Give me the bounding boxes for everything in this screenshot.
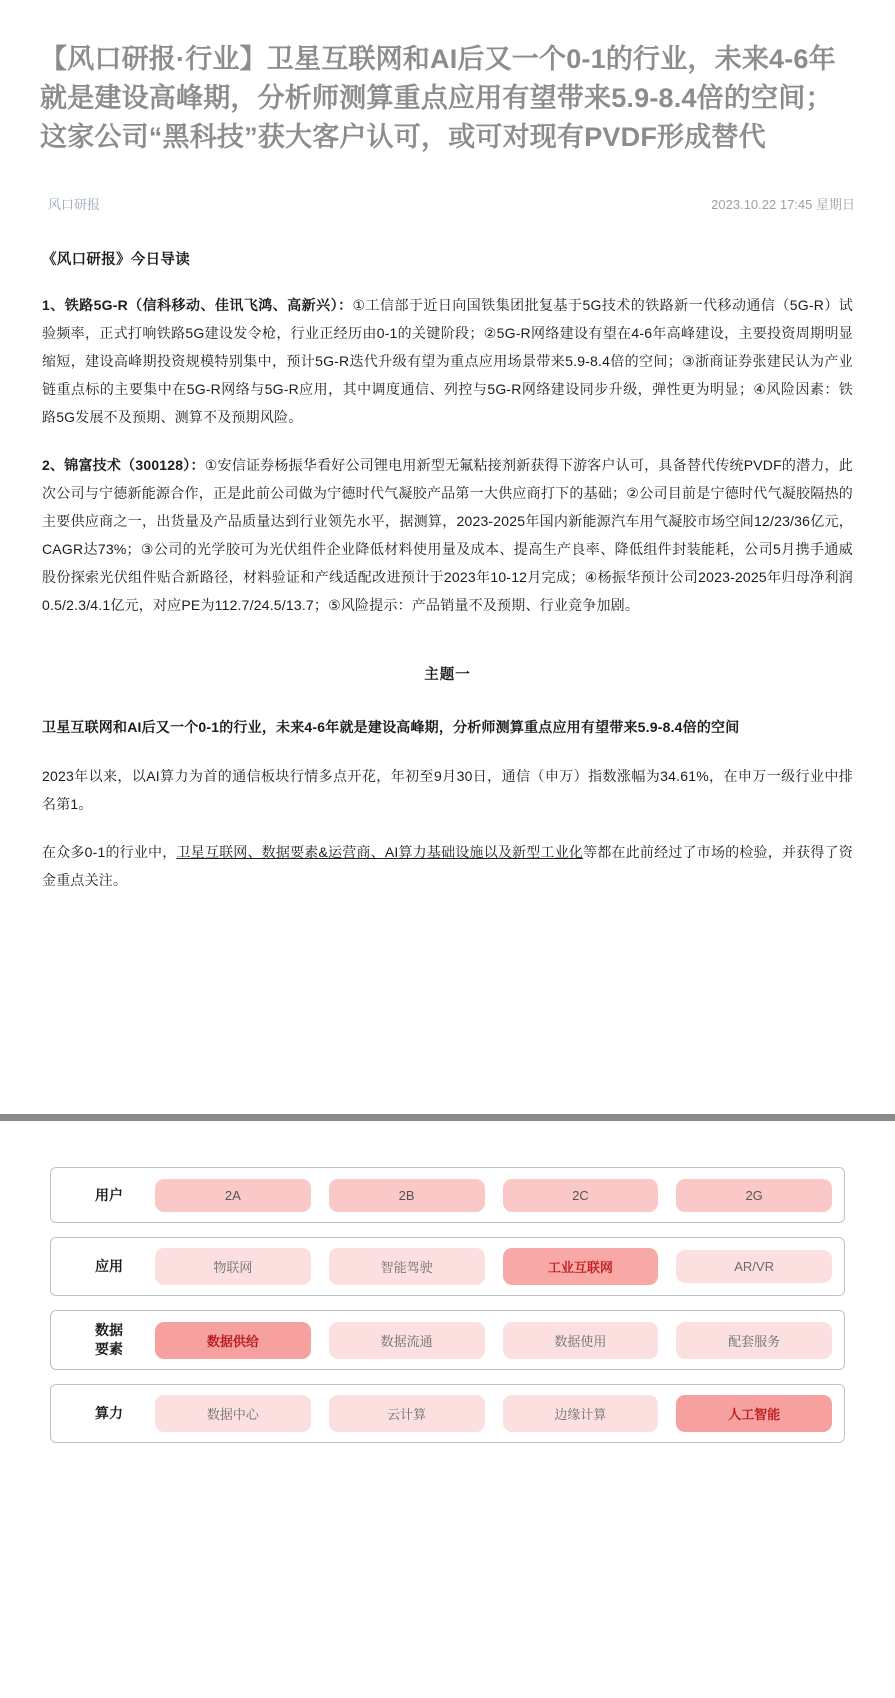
figure-cell: 数据使用	[503, 1322, 659, 1359]
figure-cell: 工业互联网	[503, 1248, 659, 1285]
figure-cell: 数据中心	[155, 1395, 311, 1432]
figure-cell: 数据供给	[155, 1322, 311, 1359]
section-paragraph-2	[42, 838, 853, 894]
paragraph-2-underlined: 卫星互联网、数据要素&运营商、AI算力基础设施以及新型工业化	[176, 844, 584, 861]
figure-cell: 人工智能	[676, 1395, 832, 1432]
page-title: 【风口研报·行业】卫星互联网和AI后又一个0-1的行业，未来4-6年就是建设高峰期，分析师测算重点应用有望带来5.9-8.4倍的空间；这家公司“黑科技”获大客户认可，或可对现有PVDF形成替代	[40, 44, 836, 153]
figure-rows	[50, 1167, 845, 1443]
article-lead: 《风口研报》今日导读	[42, 251, 190, 268]
figure-row-label: 应用	[95, 1258, 123, 1275]
figure-row-cells	[155, 1321, 832, 1359]
section-subheading: 卫星互联网和AI后又一个0-1的行业，未来4-6年就是建设高峰期，分析师测算重点应用有望带来5.9-8.4倍的空间	[42, 718, 740, 735]
figure-row	[50, 1310, 845, 1370]
figure-cell: 物联网	[155, 1248, 311, 1285]
figure-row-label: 算力	[95, 1405, 123, 1421]
article-date: 2023.10.22 17:45 星期日	[711, 197, 855, 213]
figure-row-label: 用户	[95, 1186, 123, 1203]
article-meta	[0, 182, 895, 220]
section-paragraph-1: 2023年以来，以AI算力为首的通信板块行情多点开花，年初至9月30日，通信（申万）指数涨幅为34.61%，在申万一级行业中排名第1。	[42, 768, 853, 813]
article-page	[0, 18, 895, 1698]
industry-stack-figure	[0, 1121, 895, 1422]
section-title: 主题一	[424, 666, 471, 683]
figure-cell: 云计算	[329, 1395, 485, 1432]
figure-row	[50, 1167, 845, 1223]
digest-item-1-body: ①工信部于近日向国铁集团批复基于5G技术的铁路新一代移动通信（5G-R）试验频率，正式打响铁路5G建设发令枪，行业正经历由0-1的关键阶段；②5G-R网络建设有望在4-6年高峰建设，主要投资周期明显缩短，建设高峰期投资规模特别集中，预计5G-R迭代升级有望为重点应用场景带来5.9-8.4倍的空间；③浙商证券张建民认为产业链重点标的主要集中在5G-R网络与5G-R应用，其中调度通信、列控与5G-R网络建设同步升级，弹性更为明显；④风险因素：铁路5G发展不及预期、测算不及预期风险。	[42, 296, 853, 425]
figure-row	[50, 1384, 845, 1443]
figure-cell: 2B	[329, 1179, 485, 1212]
figure-cell: 边缘计算	[503, 1395, 659, 1432]
digest-item-2-prefix: 2、锦富技术（300128）：	[42, 456, 205, 473]
digest-item-2-body: ①安信证券杨振华看好公司锂电用新型无氟粘接剂新获得下游客户认可，具备替代传统PVDF的潜力，此次公司与宁德新能源合作，正是此前公司做为宁德时代气凝胶产品第一大供应商打下的基础；②公司目前是宁德时代气凝胶隔热的主要供应商之一，出货量及产品质量达到行业领先水平，据测算，2023-2025年国内新能源汽车用气凝胶市场空间12/23/36亿元，CAGR达73%；③公司的光学胶可为光伏组件企业降低材料使用量及成本、提高生产良率、降低组件封装能耗，公司5月携手通威股份探索光伏组件贴合新路径，材料验证和产线适配改进预计于2023年10-12月完成；④杨振华预计公司2023-2025年归母净利润0.5/2.3/4.1亿元，对应PE为112.7/24.5/13.7；⑤风险提示：产品销量不及预期、行业竞争加剧。	[42, 456, 853, 613]
paragraph-2-part-b: 等都在此前经过了市场的检验，并获得了资金重点关注。	[42, 844, 853, 889]
figure-cell: 2A	[155, 1179, 311, 1212]
paragraph-2-part-a: 在众多0-1的行业中，	[42, 844, 177, 861]
article-body	[0, 220, 895, 1105]
digest-item-1	[42, 291, 853, 431]
digest-item-2	[42, 451, 853, 619]
figure-cell: 2G	[676, 1179, 832, 1212]
body-spacer	[42, 914, 853, 1104]
figure-cell: 2C	[503, 1179, 659, 1212]
figure-row-cells	[155, 1395, 832, 1432]
figure-row	[50, 1237, 845, 1296]
figure-cell: 配套服务	[676, 1322, 832, 1359]
digest-item-1-prefix: 1、铁路5G-R（信科移动、佳讯飞鸿、高新兴）：	[42, 296, 353, 313]
figure-cell: 数据流通	[329, 1322, 485, 1359]
figure-cell: 智能驾驶	[329, 1248, 485, 1285]
figure-cell: AR/VR	[676, 1250, 832, 1283]
figure-row-cells	[155, 1178, 832, 1212]
figure-row-cells	[155, 1248, 832, 1285]
section-divider	[0, 1114, 895, 1121]
article-source[interactable]: 风口研报	[48, 197, 101, 213]
figure-row-label: 数据 要素	[95, 1322, 123, 1358]
